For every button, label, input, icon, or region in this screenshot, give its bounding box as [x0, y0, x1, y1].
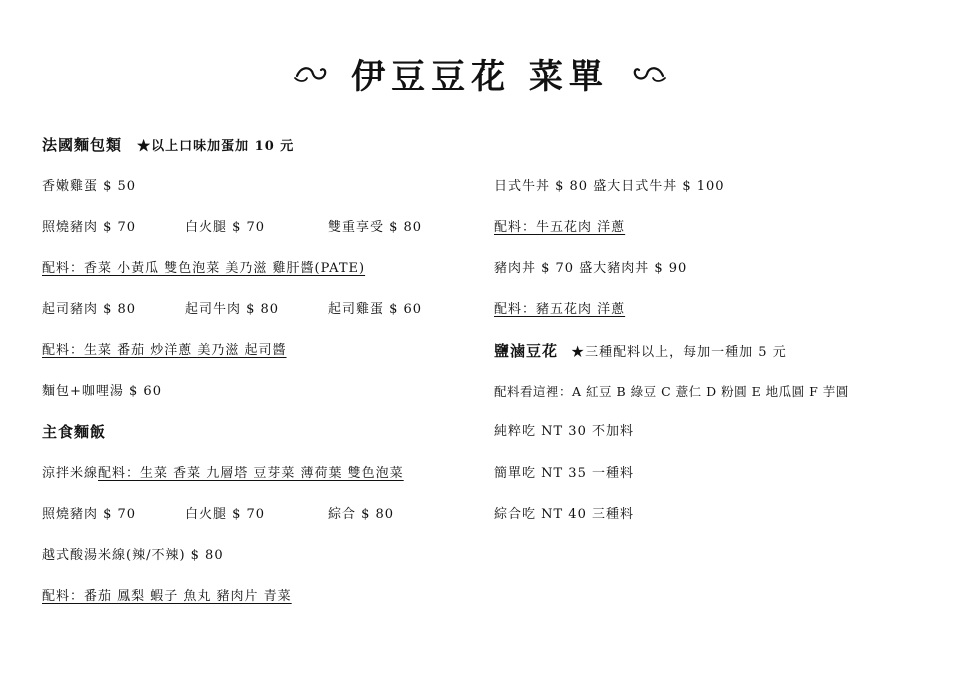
bread-toppings-2: 配料：生菜 番茄 炒洋蔥 美乃滋 起司醬: [42, 343, 287, 358]
bread-row-2: [42, 219, 462, 237]
noodles-item: 白火腿 $ 70: [185, 507, 266, 522]
ornament-left-icon: [293, 62, 333, 84]
noodles-toppings: 配料：生菜 香菜 九層塔 豆芽菜 薄荷葉 雙色泡菜: [98, 466, 404, 481]
noodles-item: 涼拌米線: [42, 466, 99, 481]
douhua-row-4: 綜合吃 NT 40 三種料: [494, 507, 634, 522]
rice-row-1: 日式牛丼 $ 80 盛大日式牛丼 $ 100: [494, 179, 725, 194]
bread-row-1: 香嫩雞蛋 $ 50: [42, 179, 137, 194]
rice-row-3: 豬肉丼 $ 70 盛大豬肉丼 $ 90: [494, 261, 688, 276]
noodles-heading: 主食麵飯: [42, 423, 107, 441]
douhua-row-2: 純粹吃 NT 30 不加料: [494, 424, 634, 439]
bread-heading-line: [42, 136, 294, 156]
bread-item: 白火腿 $ 70: [185, 220, 266, 235]
bread-item: 雙重享受 $ 80: [328, 220, 423, 235]
page-title: 伊豆豆花 菜單: [351, 56, 609, 97]
noodles-heading-line: [42, 423, 106, 443]
douhua-toppings: 配料看這裡：A 紅豆 B 綠豆 C 薏仁 D 粉圓 E 地瓜圓 F 芋圓: [494, 384, 849, 399]
noodles-row-1: [42, 465, 404, 483]
bread-note: ★以上口味加蛋加 10 元: [137, 139, 295, 154]
bread-item: 照燒豬肉 $ 70: [42, 220, 137, 235]
noodles-item: 綜合 $ 80: [328, 507, 395, 522]
rice-toppings-2: 配料：豬五花肉 洋蔥: [494, 302, 626, 317]
bread-row-4: [42, 301, 462, 319]
douhua-heading: 鹽滷豆花: [494, 342, 559, 360]
title-row: [0, 48, 960, 98]
douhua-row-3: 簡單吃 NT 35 一種料: [494, 466, 634, 481]
bread-row-6: 麵包+咖哩湯 $ 60: [42, 384, 162, 399]
douhua-heading-line: [494, 342, 787, 362]
bread-heading: 法國麵包類: [42, 136, 123, 154]
noodles-row-3: 越式酸湯米線(辣/不辣) $ 80: [42, 548, 224, 563]
douhua-note: ★三種配料以上，每加一種加 5 元: [571, 345, 787, 360]
bread-item: 起司豬肉 $ 80: [42, 302, 137, 317]
bread-item: 起司牛肉 $ 80: [185, 302, 280, 317]
noodles-row-2: [42, 506, 462, 524]
ornament-right-icon: [627, 62, 667, 84]
bread-item: 起司雞蛋 $ 60: [328, 302, 423, 317]
noodles-item: 照燒豬肉 $ 70: [42, 507, 137, 522]
bread-toppings-1: 配料：香菜 小黃瓜 雙色泡菜 美乃滋 雞肝醬(PATE): [42, 261, 366, 276]
noodles-toppings-2: 配料：番茄 鳳梨 蝦子 魚丸 豬肉片 青菜: [42, 589, 292, 604]
rice-toppings-1: 配料：牛五花肉 洋蔥: [494, 220, 626, 235]
